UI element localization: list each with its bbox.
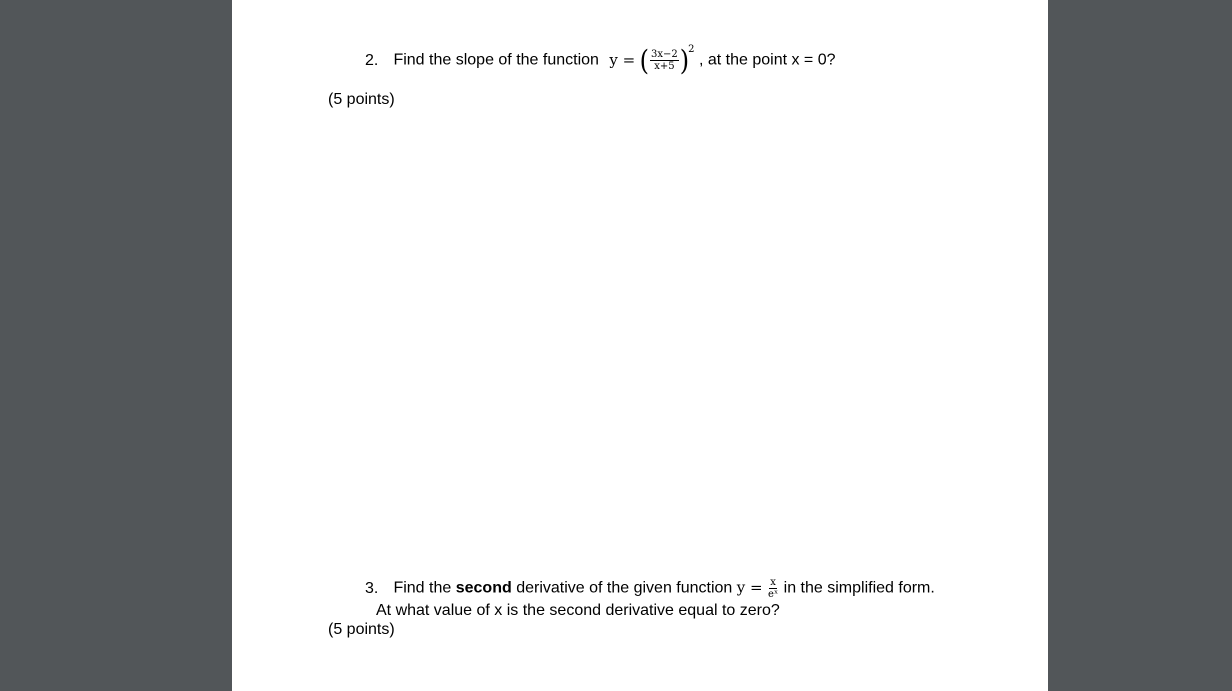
- question-3: [365, 577, 935, 600]
- document-page: [232, 0, 1048, 691]
- open-paren: (: [639, 44, 650, 77]
- question-3-line2: At what value of x is the second derivative equal to zero?: [376, 602, 780, 619]
- fraction-denominator: eˣ: [768, 589, 779, 600]
- fraction-numerator: 3x−2: [651, 49, 678, 60]
- question-text-end: in the simplified form.: [783, 579, 935, 597]
- equation-lhs: y =: [609, 50, 636, 69]
- question-number: 2.: [365, 51, 379, 69]
- question-text-mid: derivative of the given function: [516, 579, 733, 597]
- fraction: [650, 49, 679, 72]
- question-3-points: (5 points): [328, 621, 395, 638]
- fraction: [768, 577, 778, 600]
- question-number: 3.: [365, 579, 379, 597]
- question-text: Find the slope of the function: [393, 51, 599, 69]
- question-2-points: (5 points): [328, 91, 395, 108]
- question-text-end: , at the point x = 0?: [698, 51, 836, 69]
- close-paren: ): [679, 44, 690, 77]
- exponent: 2: [688, 43, 695, 55]
- fraction-denominator: x+5: [654, 61, 675, 72]
- question-text: Find the: [393, 579, 452, 597]
- fraction-numerator: x: [770, 577, 776, 588]
- question-2: [365, 43, 836, 77]
- bold-word: second: [455, 579, 512, 597]
- equation-lhs: y =: [736, 578, 763, 597]
